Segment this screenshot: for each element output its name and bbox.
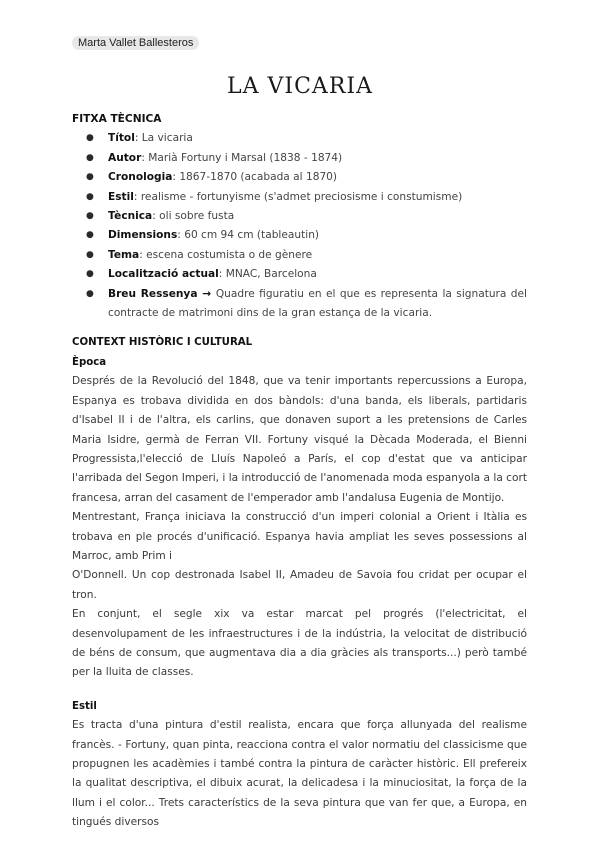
estil-heading: Estil <box>72 700 97 712</box>
context-paragraph: Després de la Revolució del 1848, que va tenir importants repercussions a Europa, Espanya es trobava dividida en dos bàndols: d'una banda, els liberals, partidaris d'Isabel II i de l'altra, els carlins, que donaven suport a les pretensions de Carles Maria Isidre, germà de Ferran VII. Fortuny visqué la Dècada Moderada, el Bienni Progressista,l'elecció de Lluís Napoleó a París, el cop d'estat que va anticipar l'arribada del Segon Imperi, i la introducció de l'anomenada moda espanyola a la cort francesa, arran del casament de l'emperador amb l'andalusa Eugenia de Montijo. <box>72 375 527 504</box>
list-item: ● Cronologia: 1867-1870 (acabada al 1870) <box>100 168 527 187</box>
estil-paragraph: Es tracta d'una pintura d'estil realista, encara que força allunyada del realisme francès. - Fortuny, quan pinta, reacciona contra el valor normatiu del classicisme que propugnen les acadèmies i també contra la pintura de caràcter històric. Ell prefereix la qualitat descriptiva, el dibuix acurat, la delicadesa i la minuciositat, la força de la llum i el color... Trets característics de la seva pintura que van fer que, a Europa, en tingués diversos <box>72 719 527 829</box>
context-heading: CONTEXT HISTÒRIC I CULTURAL <box>72 337 253 349</box>
document-title: LA VICARIA <box>227 74 373 99</box>
context-paragraph: Mentrestant, França iniciava la construcció d'un imperi colonial a Orient i Itàlia es trobava en ple procés d'unificació. Espanya havia ampliat les seves possessions al Marroc, amb Prim i <box>72 511 527 562</box>
document-body <box>72 110 527 833</box>
list-item: ● Dimensions: 60 cm 94 cm (tableautin) <box>100 226 527 245</box>
list-item: ● Tema: escena costumista o de gènere <box>100 246 527 265</box>
list-item: ● Autor: Marià Fortuny i Marsal (1838 - 1874) <box>100 149 527 168</box>
list-item: ● Localització actual: MNAC, Barcelona <box>100 265 527 284</box>
list-item: ● Breu Ressenya → Quadre figuratiu en el que es representa la signatura del contracte de matrimoni dins de la gran estança de la vicaria. <box>100 285 527 324</box>
author-name-badge: Marta Vallet Ballesteros <box>72 36 199 50</box>
list-item: ● Tècnica: oli sobre fusta <box>100 207 527 226</box>
list-item: ● Títol: La vicaria <box>100 129 527 148</box>
context-paragraph: En conjunt, el segle xix va estar marcat pel progrés (l'electricitat, el desenvolupament de les infraestructures i de la indústria, la velocitat de distribució de béns de consum, que augmentava dia a dia gràcies als transports...) però també per la lluita de classes. <box>72 608 527 679</box>
list-item: ● Estil: realisme - fortunyisme (s'admet preciosisme i constumisme) <box>100 188 527 207</box>
fitxa-heading: FITXA TÈCNICA <box>72 113 162 125</box>
context-paragraph: O'Donnell. Un cop destronada Isabel II, Amadeu de Savoia fou cridat per ocupar el tron. <box>72 569 527 601</box>
epoca-subheading: Època <box>72 356 107 368</box>
fitxa-list <box>72 129 527 323</box>
